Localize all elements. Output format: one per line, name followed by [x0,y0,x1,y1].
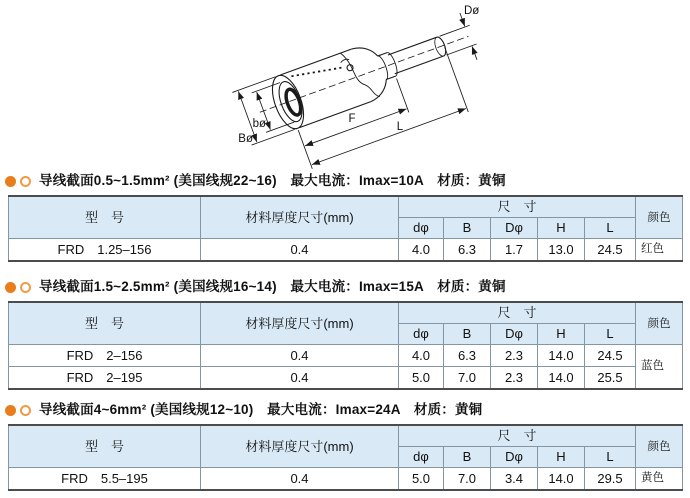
section-2-title: 导线截面1.5~2.5mm² (美国线规16~14) 最大电流：Imax=15A 材质：黄铜 [39,279,506,294]
table-row [9,468,683,491]
col-header-H: H [538,447,585,468]
cell-d: 5.0 [399,367,444,390]
col-header-H: H [538,218,585,239]
spec-table-1 [8,195,683,262]
filled-bullet-icon [5,176,16,187]
cell-B: 6.3 [444,239,491,262]
cell-model: FRD 1.25–156 [9,239,201,262]
col-header-color: 颜色 [636,302,683,345]
col-header-D: Dφ [491,324,538,345]
section-1 [0,173,690,262]
section-3-title: 导线截面4~6mm² (美国线规12~10) 最大电流：Imax=24A 材质：黄铜 [39,402,483,417]
dim-label-L: L [396,121,404,133]
cell-color: 黄色 [636,468,683,491]
cell-D: 3.4 [491,468,538,491]
dimension-labels [238,5,479,145]
cell-H: 14.0 [538,367,585,390]
cell-D: 1.7 [491,239,538,262]
cell-B: 6.3 [444,345,491,367]
cell-model: FRD 2–195 [9,367,201,390]
cell-H: 14.0 [538,345,585,367]
col-header-L: L [585,447,636,468]
cell-D: 2.3 [491,367,538,390]
cell-model: FRD 2–156 [9,345,201,367]
col-header-model: 型 号 [9,302,201,345]
cell-D: 2.3 [491,345,538,367]
open-bullet-icon [20,282,31,293]
section-2 [0,279,690,390]
table-row [9,367,683,390]
col-header-H: H [538,324,585,345]
cell-model: FRD 5.5–195 [9,468,201,491]
col-header-size: 尺 寸 [399,425,636,447]
cell-d: 4.0 [399,239,444,262]
filled-bullet-icon [5,282,16,293]
dim-label-F: F [348,113,356,125]
col-header-d: dφ [399,447,444,468]
dim-label-b: bø [252,118,266,130]
cell-color: 蓝色 [636,345,683,390]
col-header-thickness: 材料厚度尺寸(mm) [201,425,399,468]
cell-H: 14.0 [538,468,585,491]
section-3-header [0,402,690,418]
section-2-header [0,279,690,295]
cell-thickness: 0.4 [201,345,399,367]
spec-table-2 [8,301,683,390]
cell-L: 24.5 [585,239,636,262]
col-header-D: Dφ [491,447,538,468]
col-header-d: dφ [399,218,444,239]
section-3 [0,402,690,491]
col-header-L: L [585,218,636,239]
col-header-D: Dφ [491,218,538,239]
col-header-color: 颜色 [636,425,683,468]
table-row [9,239,683,262]
dim-label-D: Dø [464,5,480,17]
col-header-d: dφ [399,324,444,345]
filled-bullet-icon [5,405,16,416]
cell-color: 红色 [636,239,683,262]
col-header-color: 颜色 [636,196,683,239]
dim-label-B: Bø [238,133,253,145]
cell-L: 29.5 [585,468,636,491]
col-header-B: B [444,447,491,468]
cell-thickness: 0.4 [201,239,399,262]
cell-d: 4.0 [399,345,444,367]
col-header-thickness: 材料厚度尺寸(mm) [201,302,399,345]
cell-thickness: 0.4 [201,468,399,491]
cell-B: 7.0 [444,468,491,491]
table-row [9,345,683,367]
terminal-diagram [0,0,690,170]
terminal-diagram-svg [0,0,690,170]
spec-table-3 [8,424,683,491]
open-bullet-icon [20,176,31,187]
col-header-size: 尺 寸 [399,302,636,324]
cell-L: 25.5 [585,367,636,390]
cell-H: 13.0 [538,239,585,262]
col-header-model: 型 号 [9,196,201,239]
col-header-L: L [585,324,636,345]
cell-thickness: 0.4 [201,367,399,390]
section-1-header [0,173,690,189]
cell-B: 7.0 [444,367,491,390]
col-header-size: 尺 寸 [399,196,636,218]
cell-d: 5.0 [399,468,444,491]
section-1-title: 导线截面0.5~1.5mm² (美国线规22~16) 最大电流：Imax=10A 材质：黄铜 [39,173,506,188]
col-header-B: B [444,324,491,345]
cell-L: 24.5 [585,345,636,367]
open-bullet-icon [20,405,31,416]
terminal-body [232,8,497,170]
col-header-B: B [444,218,491,239]
col-header-thickness: 材料厚度尺寸(mm) [201,196,399,239]
col-header-model: 型 号 [9,425,201,468]
